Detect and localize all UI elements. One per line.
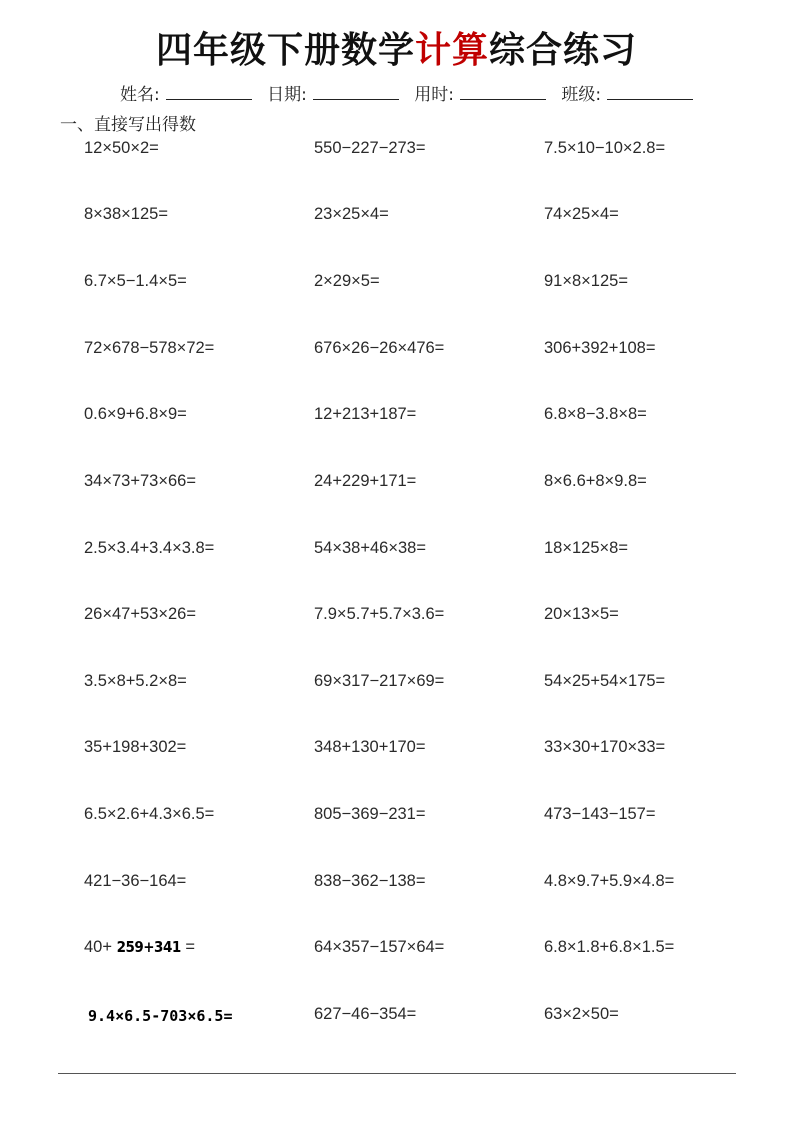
problem-c3-r4: 306+392+108= xyxy=(544,339,656,357)
problem-c3-r7: 18×125×8= xyxy=(544,539,628,557)
problem-c3-r2: 74×25×4= xyxy=(544,205,619,223)
student-info-line xyxy=(120,80,720,105)
problem-c2-r5: 12+213+187= xyxy=(314,405,417,423)
worksheet-title xyxy=(0,22,793,73)
problem-c1-r2: 8×38×125= xyxy=(84,205,168,223)
problem-c1-r13 xyxy=(84,938,195,957)
problem-c2-r11: 805−369−231= xyxy=(314,805,426,823)
problem-c2-r8: 7.9×5.7+5.7×3.6= xyxy=(314,605,445,623)
problem-c2-r3: 2×29×5= xyxy=(314,272,380,290)
problem-c3-r9: 54×25+54×175= xyxy=(544,672,666,690)
problem-c2-r2: 23×25×4= xyxy=(314,205,389,223)
class-label: 班级: xyxy=(561,85,602,105)
problem-c2-r9: 69×317−217×69= xyxy=(314,672,445,690)
problem-c3-r14: 63×2×50= xyxy=(544,1005,619,1023)
problem-c2-r1: 550−227−273= xyxy=(314,139,426,157)
problem-c3-r13: 6.8×1.8+6.8×1.5= xyxy=(544,938,675,956)
problem-c3-r3: 91×8×125= xyxy=(544,272,628,290)
problem-c1-r6: 34×73+73×66= xyxy=(84,472,196,490)
problem-c2-r6: 24+229+171= xyxy=(314,472,417,490)
problem-c2-r12: 838−362−138= xyxy=(314,872,426,890)
title-part-1: 四年级下册数学 xyxy=(155,30,415,71)
problem-c3-r12: 4.8×9.7+5.9×4.8= xyxy=(544,872,675,890)
title-highlight: 计算 xyxy=(414,30,489,71)
problem-c1-r7: 2.5×3.4+3.4×3.8= xyxy=(84,539,215,557)
problem-c3-r10: 33×30+170×33= xyxy=(544,738,666,756)
section-heading: 一、直接写出得数 xyxy=(60,115,196,135)
problem-c1-r9: 3.5×8+5.2×8= xyxy=(84,672,187,690)
class-blank[interactable] xyxy=(607,85,693,100)
problem-c3-r11: 473−143−157= xyxy=(544,805,656,823)
time-blank[interactable] xyxy=(460,85,546,100)
problem-c1-r5: 0.6×9+6.8×9= xyxy=(84,405,187,423)
problem-c1-r1: 12×50×2= xyxy=(84,139,159,157)
footer-divider xyxy=(58,1073,736,1074)
problem-c1-r4: 72×678−578×72= xyxy=(84,339,215,357)
problem-c1-r13-part-a: 40+ xyxy=(84,938,117,956)
name-blank[interactable] xyxy=(166,85,252,100)
name-label: 姓名: xyxy=(120,85,160,105)
date-blank[interactable] xyxy=(313,85,399,100)
problem-c2-r14: 627−46−354= xyxy=(314,1005,417,1023)
problem-c2-r13: 64×357−157×64= xyxy=(314,938,445,956)
problem-c3-r8: 20×13×5= xyxy=(544,605,619,623)
title-part-3: 综合练习 xyxy=(489,30,638,71)
problem-c1-r11: 6.5×2.6+4.3×6.5= xyxy=(84,805,215,823)
problem-c1-r13-part-c: = xyxy=(180,938,195,956)
problem-c1-r8: 26×47+53×26= xyxy=(84,605,196,623)
problem-c1-r13-part-b: 259+341 xyxy=(116,938,181,956)
problem-c1-r14: 9.4×6.5-703×6.5= xyxy=(88,1007,233,1025)
problem-c3-r5: 6.8×8−3.8×8= xyxy=(544,405,647,423)
time-label: 用时: xyxy=(414,85,455,105)
problem-c3-r6: 8×6.6+8×9.8= xyxy=(544,472,647,490)
problem-c2-r7: 54×38+46×38= xyxy=(314,539,426,557)
date-label: 日期: xyxy=(267,85,307,105)
problem-c1-r10: 35+198+302= xyxy=(84,738,187,756)
problem-c1-r3: 6.7×5−1.4×5= xyxy=(84,272,187,290)
problem-c2-r4: 676×26−26×476= xyxy=(314,339,445,357)
problem-c1-r12: 421−36−164= xyxy=(84,872,187,890)
problem-c3-r1: 7.5×10−10×2.8= xyxy=(544,139,666,157)
problem-c2-r10: 348+130+170= xyxy=(314,738,426,756)
